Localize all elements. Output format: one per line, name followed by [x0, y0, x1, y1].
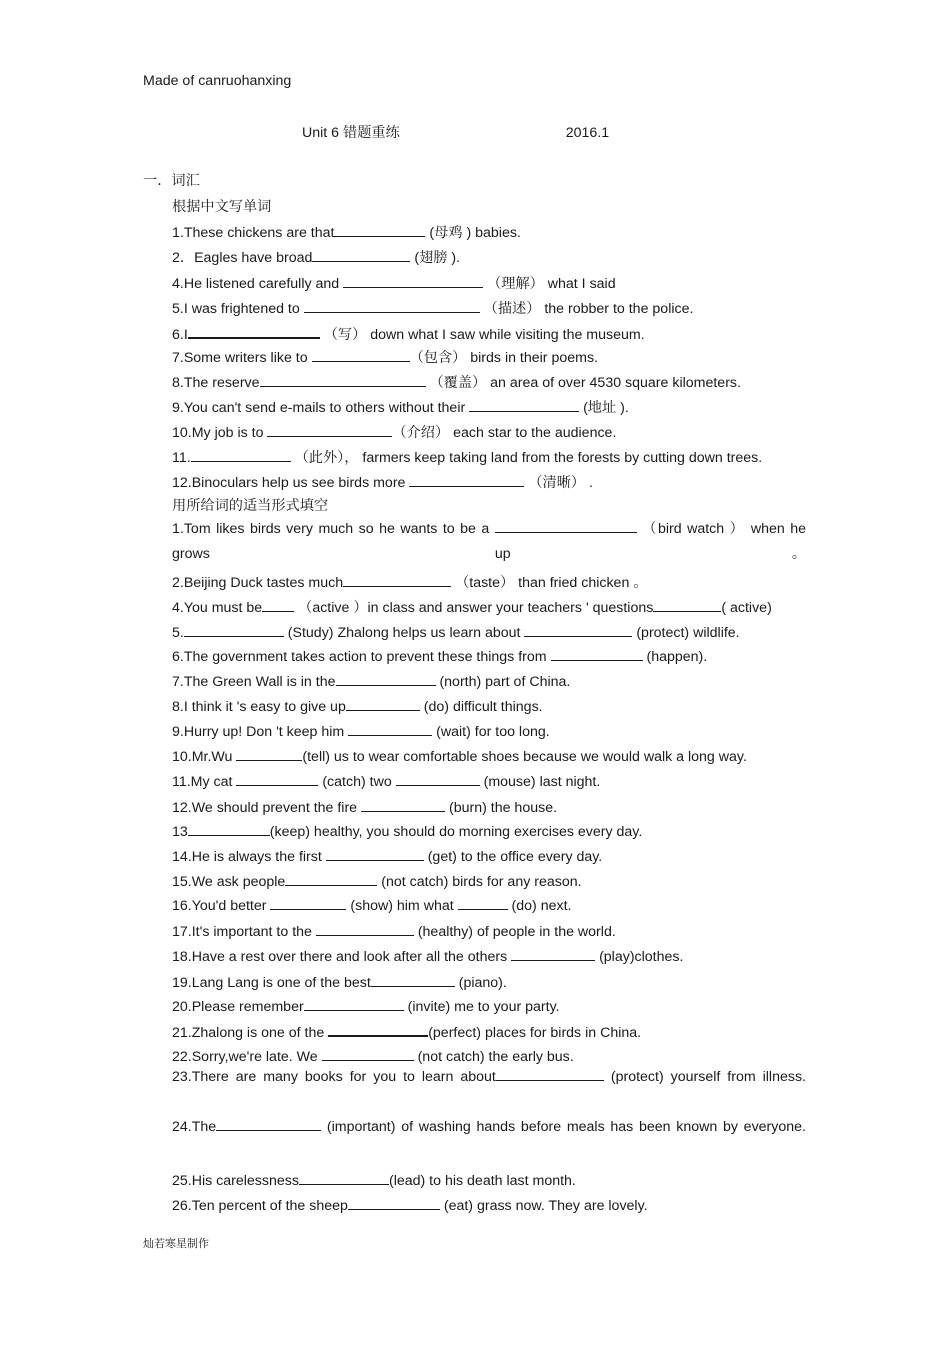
- answer-blank[interactable]: [495, 518, 637, 533]
- form-question-10: 10.Mr.Wu (tell) us to wear comfortable shoes because we would walk a long way.: [172, 746, 806, 766]
- answer-blank[interactable]: [551, 646, 643, 661]
- vocab-question-10: 10.My job is to （介绍） each star to the audience.: [172, 422, 806, 442]
- answer-blank[interactable]: [653, 597, 721, 612]
- form-question-24: 24.The (important) of washing hands before meals has been known by everyone.: [172, 1115, 806, 1140]
- answer-blank[interactable]: [236, 746, 302, 761]
- answer-blank[interactable]: [348, 721, 432, 736]
- form-question-1: 1.Tom likes birds very much so he wants to be a （bird watch ） when he grows up。: [172, 517, 806, 567]
- answer-blank[interactable]: [191, 447, 291, 462]
- answer-blank[interactable]: [267, 422, 392, 437]
- subheading-word-forms: 用所给词的适当形式填空: [172, 498, 329, 514]
- form-question-12: 12.We should prevent the fire (burn) the house.: [172, 797, 806, 817]
- answer-blank[interactable]: [469, 397, 579, 412]
- section-heading-vocabulary: 一．词汇: [143, 173, 200, 189]
- form-question-26: 26.Ten percent of the sheep (eat) grass now. They are lovely.: [172, 1195, 806, 1215]
- answer-blank[interactable]: [328, 1021, 428, 1037]
- form-question-22: 22.Sorry,we're late. We (not catch) the early bus.: [172, 1046, 806, 1066]
- form-question-23: 23.There are many books for you to learn about (protect) yourself from illness.: [172, 1065, 806, 1090]
- answer-blank[interactable]: [285, 871, 377, 886]
- answer-blank[interactable]: [322, 1046, 414, 1061]
- vocab-question-11: 11. （此外）， farmers keep taking land from the forests by cutting down trees.: [172, 447, 806, 467]
- form-question-21: 21.Zhalong is one of the (perfect) places for birds in China.: [172, 1021, 806, 1042]
- answer-blank[interactable]: [396, 771, 480, 786]
- answer-blank[interactable]: [326, 846, 424, 861]
- answer-blank[interactable]: [348, 1195, 440, 1210]
- answer-blank[interactable]: [458, 895, 508, 910]
- form-question-6: 6.The government takes action to prevent these things from (happen).: [172, 646, 806, 666]
- vocab-question-7: 7.Some writers like to （包含） birds in their poems.: [172, 347, 806, 367]
- vocab-question-9: 9.You can't send e-mails to others without their (地址 ).: [172, 397, 806, 417]
- form-question-4: 4.You must be （active ）in class and answer your teachers ' questions ( active): [172, 597, 806, 617]
- answer-blank[interactable]: [346, 696, 420, 711]
- answer-blank[interactable]: [270, 895, 346, 910]
- form-question-11: 11.My cat (catch) two (mouse) last night.: [172, 771, 806, 791]
- answer-blank[interactable]: [260, 372, 426, 387]
- title-date: 2016.1: [565, 125, 610, 141]
- answer-blank[interactable]: [496, 1066, 604, 1081]
- form-question-2: 2.Beijing Duck tastes much （taste） than fried chicken 。: [172, 572, 806, 592]
- subheading-chinese-to-word: 根据中文写单词: [172, 199, 272, 215]
- answer-blank[interactable]: [216, 1116, 321, 1131]
- form-question-20: 20.Please remember (invite) me to your party.: [172, 996, 806, 1016]
- page-footer: 灿若寒星制作: [143, 1237, 209, 1250]
- form-question-5: 5. (Study) Zhalong helps us learn about (protect) wildlife.: [172, 622, 806, 642]
- answer-blank[interactable]: [409, 472, 524, 487]
- form-question-18: 18.Have a rest over there and look after all the others (play)clothes.: [172, 946, 806, 966]
- vocab-question-4: 4.He listened carefully and （理解） what I said: [172, 273, 806, 293]
- form-question-8: 8.I think it 's easy to give up (do) difficult things.: [172, 696, 806, 716]
- answer-blank[interactable]: [188, 821, 270, 836]
- answer-blank[interactable]: [236, 771, 318, 786]
- answer-blank[interactable]: [361, 797, 445, 812]
- answer-blank[interactable]: [511, 946, 595, 961]
- vocab-question-12: 12.Binoculars help us see birds more （清晰） .: [172, 472, 806, 492]
- vocab-question-8: 8.The reserve （覆盖） an area of over 4530 square kilometers.: [172, 372, 806, 392]
- answer-blank[interactable]: [343, 572, 451, 587]
- answer-blank[interactable]: [343, 273, 483, 288]
- answer-blank[interactable]: [262, 597, 294, 612]
- form-question-25: 25.His carelessness (lead) to his death last month.: [172, 1170, 806, 1190]
- vocab-question-1: 1.These chickens are that (母鸡 ) babies.: [172, 222, 806, 242]
- worksheet-title: [302, 122, 609, 142]
- vocab-question-6: 6.I （写） down what I saw while visiting the museum.: [172, 323, 806, 344]
- answer-blank[interactable]: [299, 1170, 389, 1185]
- form-question-9: 9.Hurry up! Don 't keep him (wait) for too long.: [172, 721, 806, 741]
- vocab-question-2: 2．Eagles have broad (翅膀 ).: [172, 247, 806, 267]
- title-unit: Unit 6 错题重练: [302, 125, 400, 141]
- answer-blank[interactable]: [304, 298, 480, 313]
- answer-blank[interactable]: [188, 323, 320, 339]
- form-question-7: 7.The Green Wall is in the (north) part of China.: [172, 671, 806, 691]
- form-question-14: 14.He is always the first (get) to the office every day.: [172, 846, 806, 866]
- answer-blank[interactable]: [184, 622, 284, 637]
- page-header: Made of canruohanxing: [143, 73, 292, 89]
- answer-blank[interactable]: [304, 996, 404, 1011]
- form-question-19: 19.Lang Lang is one of the best (piano).: [172, 972, 806, 992]
- vocab-question-5: 5.I was frightened to （描述） the robber to the police.: [172, 298, 806, 318]
- answer-blank[interactable]: [312, 247, 410, 262]
- form-question-16: 16.You'd better (show) him what (do) next.: [172, 895, 806, 915]
- answer-blank[interactable]: [371, 972, 455, 987]
- form-question-15: 15.We ask people (not catch) birds for any reason.: [172, 871, 806, 891]
- form-question-13: 13 (keep) healthy, you should do morning exercises every day.: [172, 821, 806, 841]
- answer-blank[interactable]: [312, 347, 410, 362]
- answer-blank[interactable]: [524, 622, 632, 637]
- answer-blank[interactable]: [334, 222, 425, 237]
- answer-blank[interactable]: [336, 671, 436, 686]
- answer-blank[interactable]: [316, 921, 414, 936]
- form-question-17: 17.It's important to the (healthy) of people in the world.: [172, 921, 806, 941]
